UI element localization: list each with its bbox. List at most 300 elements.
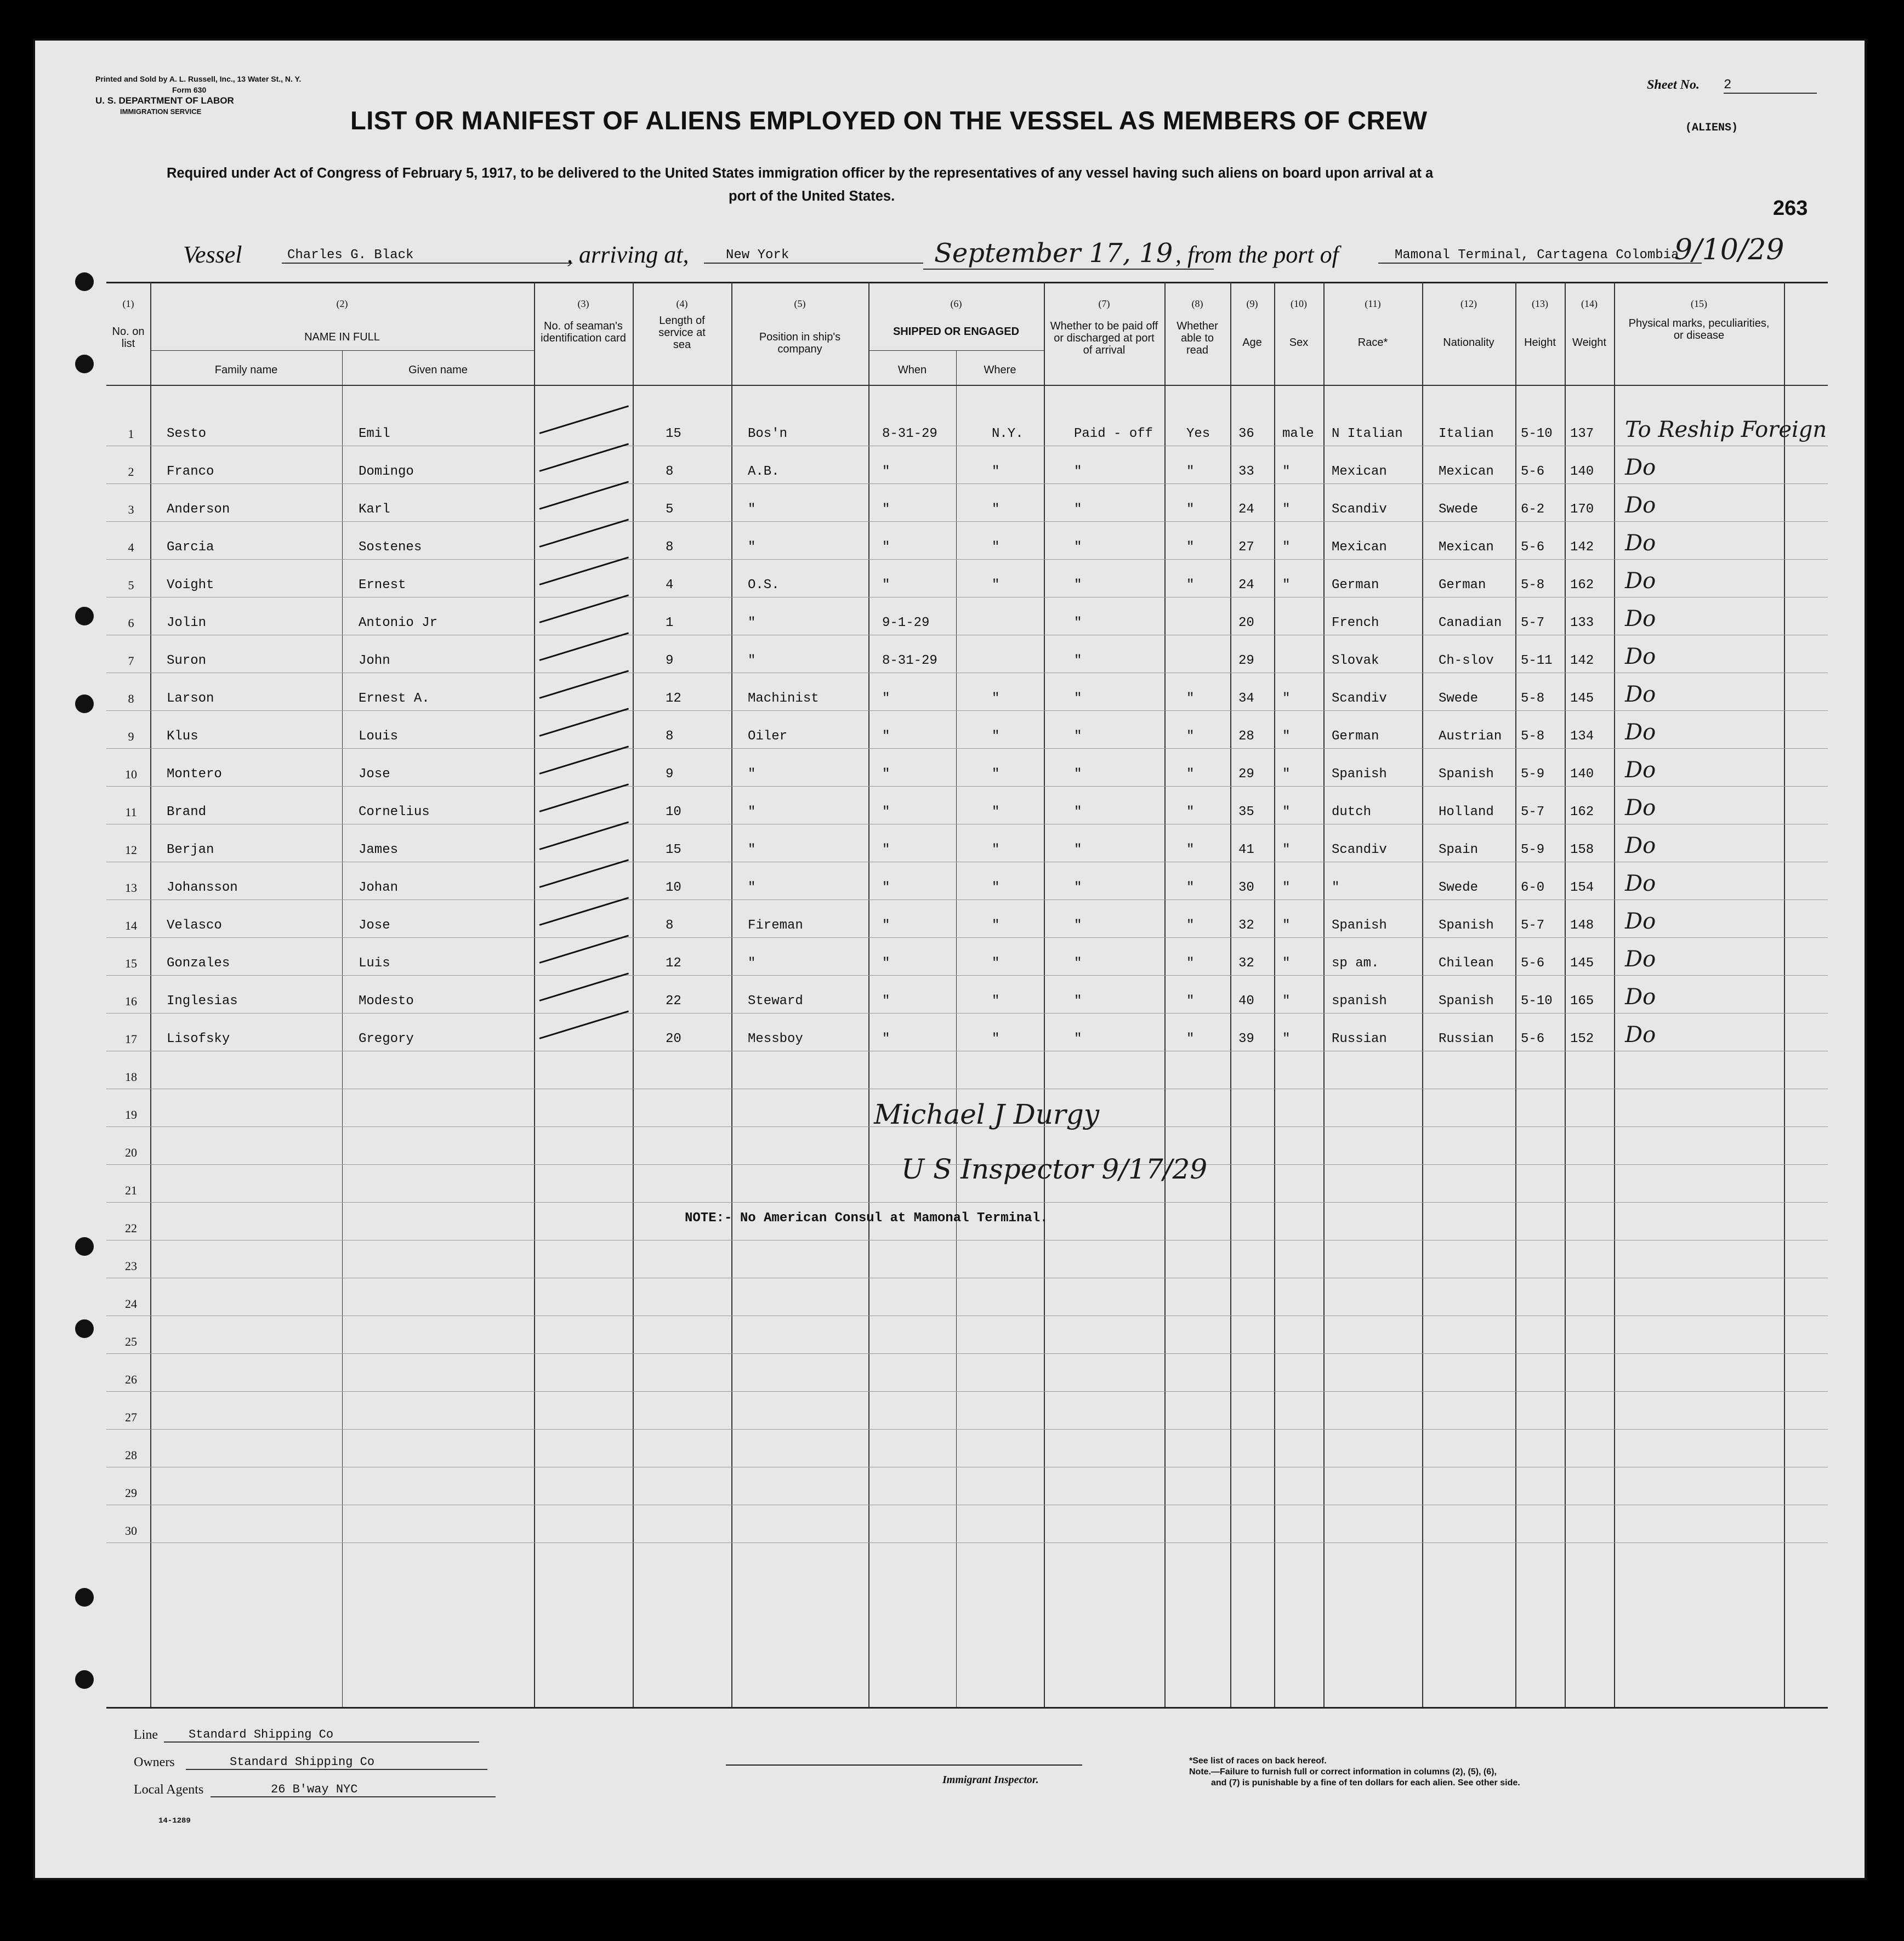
header-read: Whether able to read <box>1176 320 1218 356</box>
age: 28 <box>1238 729 1254 744</box>
paid-off: " <box>1074 729 1082 744</box>
weight: 145 <box>1570 691 1594 706</box>
able-to-read: " <box>1186 691 1195 706</box>
able-to-read: " <box>1186 918 1195 933</box>
age: 33 <box>1238 464 1254 479</box>
age: 36 <box>1238 426 1254 441</box>
subtitle: Required under Act of Congress of February 5, 1917, to be delivered to the United States immigration officer by the representatives of any vessel having such aliens on board upon arrival at a <box>167 166 1434 181</box>
nationality: Ch-slov <box>1439 653 1494 668</box>
service-length: 5 <box>666 502 674 517</box>
given-name: Karl <box>359 502 390 517</box>
binder-hole <box>73 693 95 715</box>
shipped-where: " <box>992 540 1000 555</box>
given-name: Ernest <box>359 578 406 593</box>
shipped-when: " <box>882 502 890 517</box>
sex: " <box>1282 767 1291 782</box>
row-number: 29 <box>125 1486 137 1500</box>
given-name: Sostenes <box>359 540 422 555</box>
physical-marks: Do <box>1625 984 1656 1010</box>
departure-port: Mamonal Terminal, Cartagena Colombia <box>1378 248 1702 264</box>
vessel-label: Vessel <box>183 241 242 268</box>
col-num: (4) <box>676 298 688 309</box>
row-number: 30 <box>125 1524 137 1538</box>
service-length: 22 <box>666 994 681 1009</box>
row-rule <box>106 748 1828 749</box>
column-divider <box>534 282 535 1707</box>
sex: " <box>1282 578 1291 593</box>
binder-hole <box>73 605 95 627</box>
race: " <box>1332 880 1340 895</box>
id-card-dash-mark <box>539 745 629 775</box>
nationality: Spanish <box>1439 767 1494 782</box>
given-name: Ernest A. <box>359 691 430 706</box>
column-divider <box>731 282 732 1707</box>
shipped-where: " <box>992 918 1000 933</box>
position: " <box>748 843 756 857</box>
sheet-label: Sheet No. <box>1647 78 1700 92</box>
shipped-where: " <box>992 994 1000 1009</box>
paid-off: " <box>1074 880 1082 895</box>
height: 5-10 <box>1521 426 1553 441</box>
column-divider <box>150 282 151 1707</box>
race: Scandiv <box>1332 502 1387 517</box>
sex: " <box>1282 918 1291 933</box>
weight: 140 <box>1570 767 1594 782</box>
sex: " <box>1282 956 1291 971</box>
departure-date: 9/10/29 <box>1674 234 1784 266</box>
age: 40 <box>1238 994 1254 1009</box>
shipped-when: " <box>882 578 890 593</box>
height: 5-7 <box>1521 616 1545 630</box>
header-family-name: Family name <box>214 364 278 376</box>
page-number: 263 <box>1773 197 1808 220</box>
col-num: (13) <box>1532 298 1548 309</box>
row-number: 10 <box>125 767 137 781</box>
family-name: Johansson <box>167 880 238 895</box>
row-number: 7 <box>128 654 134 668</box>
sex: " <box>1282 540 1291 555</box>
physical-marks: Do <box>1625 871 1656 896</box>
nationality: Canadian <box>1439 616 1502 630</box>
header-name-in-full: NAME IN FULL <box>304 331 380 343</box>
row-number: 8 <box>128 692 134 705</box>
column-divider <box>1274 282 1275 1707</box>
nationality: Holland <box>1439 805 1494 819</box>
given-name: Antonio Jr <box>359 616 438 630</box>
position: " <box>748 805 756 819</box>
row-number: 25 <box>125 1335 137 1348</box>
row-rule <box>106 937 1828 938</box>
row-number: 22 <box>125 1221 137 1235</box>
sex: " <box>1282 1032 1291 1046</box>
family-name: Berjan <box>167 843 214 857</box>
shipped-where: " <box>992 1032 1000 1046</box>
sex: " <box>1282 691 1291 706</box>
race: Scandiv <box>1332 691 1387 706</box>
id-card-dash-mark <box>539 859 629 888</box>
weight: 134 <box>1570 729 1594 744</box>
printer-line: Printed and Sold by A. L. Russell, Inc., 13 Water St., N. Y. <box>95 75 302 83</box>
position: " <box>748 540 756 555</box>
given-name: Louis <box>359 729 399 744</box>
physical-marks: Do <box>1625 606 1656 631</box>
given-name: Emil <box>359 426 390 441</box>
header-paid-off: Whether to be paid off or discharged at port of arrival <box>1050 320 1158 356</box>
race: German <box>1332 578 1379 593</box>
height: 5-8 <box>1521 729 1545 744</box>
nationality: Mexican <box>1439 464 1494 479</box>
physical-marks: Do <box>1625 493 1656 518</box>
shipped-where: N.Y. <box>992 426 1024 441</box>
agents-label: Local Agents <box>134 1783 204 1797</box>
physical-marks: Do <box>1625 1022 1656 1048</box>
row-number: 20 <box>125 1146 137 1159</box>
race: French <box>1332 616 1379 630</box>
sex: " <box>1282 729 1291 744</box>
col-num: (10) <box>1291 298 1307 309</box>
shipped-when: " <box>882 729 890 744</box>
shipped-when: " <box>882 805 890 819</box>
race: N Italian <box>1332 426 1403 441</box>
nationality: Spanish <box>1439 918 1494 933</box>
family-name: Garcia <box>167 540 214 555</box>
id-card-dash-mark <box>539 972 629 1001</box>
able-to-read: Yes <box>1186 426 1210 441</box>
height: 6-2 <box>1521 502 1545 517</box>
header-age: Age <box>1242 337 1262 349</box>
service-length: 10 <box>666 805 681 819</box>
given-name: John <box>359 653 390 668</box>
row-rule <box>106 710 1828 711</box>
family-name: Voight <box>167 578 214 593</box>
row-number: 24 <box>125 1297 137 1311</box>
race: Mexican <box>1332 540 1387 555</box>
position: " <box>748 616 756 630</box>
able-to-read: " <box>1186 464 1195 479</box>
col-num: (12) <box>1460 298 1477 309</box>
arriving-label: , arriving at, <box>567 241 689 268</box>
line-value: Standard Shipping Co <box>164 1728 479 1743</box>
arrival-date: September 17, 19 <box>923 238 1214 270</box>
sex: " <box>1282 502 1291 517</box>
sheet-number: 2 <box>1724 78 1817 94</box>
id-card-dash-mark <box>539 556 629 585</box>
shipped-when: 8-31-29 <box>882 653 937 668</box>
weight: 148 <box>1570 918 1594 933</box>
row-number: 14 <box>125 919 137 932</box>
given-name: Luis <box>359 956 390 971</box>
height: 5-6 <box>1521 540 1545 555</box>
age: 39 <box>1238 1032 1254 1046</box>
table-bottom-border <box>106 1707 1828 1709</box>
id-card-dash-mark <box>539 519 629 548</box>
id-card-dash-mark <box>539 897 629 926</box>
column-divider <box>1784 282 1785 1707</box>
age: 41 <box>1238 843 1254 857</box>
physical-marks: Do <box>1625 644 1656 669</box>
row-number: 28 <box>125 1448 137 1462</box>
weight: 142 <box>1570 653 1594 668</box>
header-when: When <box>897 364 927 376</box>
age: 34 <box>1238 691 1254 706</box>
nationality: Spanish <box>1439 994 1494 1009</box>
weight: 162 <box>1570 805 1594 819</box>
shipped-when: " <box>882 956 890 971</box>
position: " <box>748 767 756 782</box>
row-rule <box>106 1013 1828 1014</box>
header-weight: Weight <box>1572 337 1606 349</box>
id-card-dash-mark <box>539 821 629 850</box>
binder-hole <box>73 1318 95 1340</box>
position: " <box>748 956 756 971</box>
page-title: LIST OR MANIFEST OF ALIENS EMPLOYED ON THE VESSEL AS MEMBERS OF CREW <box>350 106 1428 135</box>
age: 32 <box>1238 918 1254 933</box>
row-rule <box>106 786 1828 787</box>
sex: " <box>1282 805 1291 819</box>
row-number: 9 <box>128 730 134 743</box>
given-name: Johan <box>359 880 399 895</box>
paid-off: " <box>1074 653 1082 668</box>
family-name: Franco <box>167 464 214 479</box>
height: 6-0 <box>1521 880 1545 895</box>
service-length: 12 <box>666 956 681 971</box>
race: Spanish <box>1332 918 1387 933</box>
height: 5-8 <box>1521 578 1545 593</box>
position: O.S. <box>748 578 780 593</box>
position: Fireman <box>748 918 803 933</box>
row-number: 12 <box>125 843 137 857</box>
header-race: Race* <box>1357 337 1388 349</box>
paid-off: " <box>1074 578 1082 593</box>
height: 5-7 <box>1521 805 1545 819</box>
nationality: Swede <box>1439 691 1479 706</box>
line-label: Line <box>134 1728 158 1742</box>
shipped-where: " <box>992 502 1000 517</box>
row-number: 11 <box>125 805 137 819</box>
physical-marks: Do <box>1625 720 1656 745</box>
manifest-page <box>33 38 1867 1880</box>
able-to-read: " <box>1186 540 1195 555</box>
service-length: 15 <box>666 843 681 857</box>
table-top-border <box>106 282 1828 283</box>
able-to-read: " <box>1186 994 1195 1009</box>
row-number: 27 <box>125 1410 137 1424</box>
weight: 137 <box>1570 426 1594 441</box>
col-num: (15) <box>1691 298 1707 309</box>
sex: " <box>1282 994 1291 1009</box>
header-physical: Physical marks, peculiarities, or disease <box>1628 317 1770 341</box>
race: Slovak <box>1332 653 1379 668</box>
row-rule <box>106 1202 1828 1203</box>
binder-hole <box>73 1586 95 1608</box>
able-to-read: " <box>1186 729 1195 744</box>
department-name: U. S. DEPARTMENT OF LABOR <box>95 95 234 106</box>
age: 29 <box>1238 767 1254 782</box>
col-num: (8) <box>1191 298 1203 309</box>
header-shipped: SHIPPED OR ENGAGED <box>893 326 1020 338</box>
column-divider <box>1164 282 1166 1707</box>
shipped-where: " <box>992 805 1000 819</box>
paid-off: Paid - off <box>1074 426 1153 441</box>
service-length: 20 <box>666 1032 681 1046</box>
row-rule <box>106 975 1828 976</box>
row-number: 19 <box>125 1108 137 1122</box>
binder-hole <box>73 1669 95 1690</box>
race: German <box>1332 729 1379 744</box>
races-note: *See list of races on back hereof. <box>1189 1756 1327 1766</box>
given-name: Modesto <box>359 994 414 1009</box>
header-where: Where <box>984 364 1016 376</box>
column-divider <box>1323 282 1325 1707</box>
col-num: (1) <box>122 298 134 309</box>
nationality: Swede <box>1439 880 1479 895</box>
position: Machinist <box>748 691 819 706</box>
family-name: Velasco <box>167 918 222 933</box>
paid-off: " <box>1074 767 1082 782</box>
shipped-where: " <box>992 767 1000 782</box>
family-name: Larson <box>167 691 214 706</box>
id-card-dash-mark <box>539 670 629 699</box>
paid-off: " <box>1074 616 1082 630</box>
nationality: Italian <box>1439 426 1494 441</box>
paid-off: " <box>1074 691 1082 706</box>
id-card-dash-mark <box>539 935 629 964</box>
position: Steward <box>748 994 803 1009</box>
header-nationality: Nationality <box>1443 337 1494 349</box>
row-number: 5 <box>128 578 134 592</box>
row-rule <box>106 483 1828 484</box>
race: Spanish <box>1332 767 1387 782</box>
position: Messboy <box>748 1032 803 1046</box>
age: 20 <box>1238 616 1254 630</box>
service-length: 9 <box>666 767 674 782</box>
race: spanish <box>1332 994 1387 1009</box>
height: 5-8 <box>1521 691 1545 706</box>
service-length: 8 <box>666 729 674 744</box>
column-divider <box>868 282 869 1707</box>
family-name: Anderson <box>167 502 230 517</box>
service-length: 12 <box>666 691 681 706</box>
weight: 154 <box>1570 880 1594 895</box>
header-seaman-id: No. of seaman's identification card <box>541 320 626 344</box>
row-rule <box>106 521 1828 522</box>
col-num: (2) <box>336 298 348 309</box>
paid-off: " <box>1074 464 1082 479</box>
height: 5-6 <box>1521 1032 1545 1046</box>
height: 5-10 <box>1521 994 1553 1009</box>
row-rule <box>106 1391 1828 1392</box>
col-num: (5) <box>794 298 806 309</box>
col-num: (14) <box>1581 298 1598 309</box>
age: 30 <box>1238 880 1254 895</box>
vessel-name: Charles G. Black <box>282 248 572 264</box>
given-name: Gregory <box>359 1032 414 1046</box>
family-name: Brand <box>167 805 207 819</box>
row-number: 4 <box>128 540 134 554</box>
position: " <box>748 653 756 668</box>
age: 24 <box>1238 502 1254 517</box>
given-name: James <box>359 843 399 857</box>
age: 35 <box>1238 805 1254 819</box>
header-bottom-border <box>106 385 1828 386</box>
shipped-where: " <box>992 956 1000 971</box>
row-number: 13 <box>125 881 137 895</box>
height: 5-6 <box>1521 956 1545 971</box>
weight: 152 <box>1570 1032 1594 1046</box>
consul-note: NOTE:- No American Consul at Mamonal Terminal. <box>685 1211 1048 1226</box>
id-card-dash-mark <box>539 443 629 472</box>
position: " <box>748 502 756 517</box>
shipped-when: 8-31-29 <box>882 426 937 441</box>
shipped-when: " <box>882 464 890 479</box>
binder-hole <box>73 1236 95 1257</box>
sex: " <box>1282 843 1291 857</box>
row-number: 21 <box>125 1183 137 1197</box>
row-number: 23 <box>125 1259 137 1273</box>
column-divider <box>1422 282 1423 1707</box>
id-card-dash-mark <box>539 405 629 434</box>
given-name: Jose <box>359 767 390 782</box>
column-divider <box>1044 282 1045 1707</box>
race: Russian <box>1332 1032 1387 1046</box>
subtitle-line2: port of the United States. <box>729 189 895 204</box>
agents-value: 26 B'way NYC <box>211 1783 496 1797</box>
service-length: 8 <box>666 464 674 479</box>
column-divider <box>633 282 634 1707</box>
able-to-read: " <box>1186 767 1195 782</box>
id-card-dash-mark <box>539 1010 629 1039</box>
paid-off: " <box>1074 956 1082 971</box>
col-num: (3) <box>577 298 589 309</box>
physical-marks: Do <box>1625 909 1656 934</box>
id-card-dash-mark <box>539 594 629 623</box>
weight: 158 <box>1570 843 1594 857</box>
row-number: 16 <box>125 994 137 1008</box>
shipped-when: " <box>882 767 890 782</box>
header-given-name: Given name <box>408 364 468 376</box>
nationality: Russian <box>1439 1032 1494 1046</box>
paid-off: " <box>1074 1032 1082 1046</box>
col-num: (6) <box>950 298 962 309</box>
family-name: Inglesias <box>167 994 238 1009</box>
row-rule <box>106 1353 1828 1354</box>
shipped-when: " <box>882 691 890 706</box>
column-divider <box>956 350 957 1707</box>
binder-hole <box>73 271 95 293</box>
penalty-note: Note.—Failure to furnish full or correct information in columns (2), (5), (6), <box>1189 1767 1497 1777</box>
owners-value: Standard Shipping Co <box>186 1755 487 1770</box>
weight: 145 <box>1570 956 1594 971</box>
sex: " <box>1282 464 1291 479</box>
penalty-note-cont: and (7) is punishable by a fine of ten dollars for each alien. See other side. <box>1211 1778 1520 1788</box>
age: 27 <box>1238 540 1254 555</box>
family-name: Klus <box>167 729 198 744</box>
given-name: Jose <box>359 918 390 933</box>
able-to-read: " <box>1186 880 1195 895</box>
form-code: 14-1289 <box>158 1817 191 1825</box>
id-card-dash-mark <box>539 481 629 510</box>
shipped-where: " <box>992 691 1000 706</box>
physical-marks: Do <box>1625 758 1656 783</box>
column-divider <box>1614 282 1615 1707</box>
able-to-read: " <box>1186 1032 1195 1046</box>
nationality: Swede <box>1439 502 1479 517</box>
able-to-read: " <box>1186 956 1195 971</box>
race: dutch <box>1332 805 1372 819</box>
shipped-where: " <box>992 880 1000 895</box>
sex: " <box>1282 880 1291 895</box>
age: 32 <box>1238 956 1254 971</box>
